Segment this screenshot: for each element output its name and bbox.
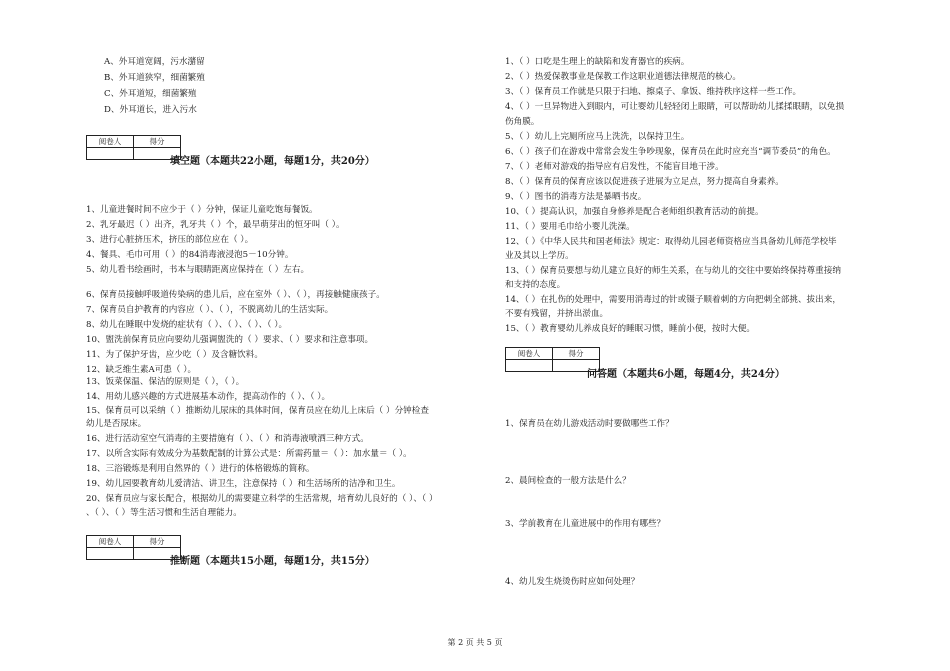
- judge-item: 2、（ ）热爱保教事业是保教工作这职业道德法律规范的核心。: [505, 72, 741, 82]
- fill-item: 18、三浴锻炼是利用自然界的（ ）进行的体格锻炼的简称。: [86, 464, 315, 474]
- option-a: A、外耳道宽阔，污水潴留: [104, 57, 205, 67]
- judge-item: 8、（ ）保育员的保育应该以促进孩子进展为立足点，努力提高自身素养。: [505, 177, 784, 187]
- fill-item: 19、幼儿园要教育幼儿爱清洁、讲卫生，注意保持（ ）和生活场所的洁净和卫生。: [86, 479, 401, 489]
- score-table-judge: [86, 535, 181, 560]
- option-b: B、外耳道狭窄，细菌繁殖: [104, 73, 205, 83]
- judge-item: 不要有残留，并挤出淤血。: [505, 309, 609, 319]
- fill-item: 6、保育员接触呼吸道传染病的患儿后，应在室外（ ）、（ ），再接触健康孩子。: [86, 290, 385, 300]
- fill-section-title: 填空题（本题共22小题，每题1分，共20分）: [170, 156, 375, 167]
- judge-item: 6、（ ）孩子们在游戏中常常会发生争吵现象，保育员在此时应充当“调节委员”的角色。: [505, 147, 836, 157]
- score-label: 得分: [134, 536, 181, 548]
- qa-item: 4、幼儿发生烧烫伤时应如何处理？: [505, 577, 640, 587]
- judge-item: 12、（ ）《中华人民共和国老师法》规定：取得幼儿园老师资格应当具备幼儿师范学校毕: [505, 237, 837, 247]
- fill-item: 20、保育员应与家长配合，根据幼儿的需要建立科学的生活常规，培育幼儿良好的（ ）、（ ）: [86, 494, 438, 504]
- fill-item: 幼儿是否尿床。: [86, 419, 147, 429]
- judge-item: 14、（ ）在扎伤的处理中，需要用消毒过的针或镊子顺着刺的方向把刺全部挑、拔出来，: [505, 295, 841, 305]
- qa-item: 3、学前教育在儿童进展中的作用有哪些？: [505, 519, 666, 529]
- option-d: D、外耳道长，进入污水: [104, 105, 197, 115]
- judge-item: 3、（ ）保育员工作就是只限于扫地、擦桌子、拿饭、维持秩序这样一些工作。: [505, 87, 802, 97]
- judge-item: 伤角膜。: [505, 117, 540, 127]
- fill-item: 13、饭菜保温、保洁的原则是（ ），（ ）。: [86, 377, 245, 387]
- score-label: 得分: [134, 136, 181, 148]
- qa-item: 1、保育员在幼儿游戏活动时要做哪些工作？: [505, 419, 674, 429]
- fill-item: 14、用幼儿感兴趣的方式进展基本动作，提高动作的（ ）、（ ）。: [86, 392, 331, 402]
- fill-item: 15、保育员可以采纳（ ）推断幼儿尿床的具体时间，保育员应在幼儿上床后（ ）分钟检查: [86, 406, 429, 416]
- grader-cell: [87, 548, 134, 560]
- option-c: C、外耳道短，细菌繁殖: [104, 89, 197, 99]
- fill-item: 5、幼儿看书绘画时，书本与眼睛距离应保持在（ ）左右。: [86, 265, 310, 275]
- judge-item: 15、（ ）教育婴幼儿养成良好的睡眠习惯，睡前小便，按时大便。: [505, 324, 755, 334]
- judge-item: 7、（ ）老师对游戏的指导应有启发性，不能盲目地干涉。: [505, 162, 724, 172]
- grader-label: 阅卷人: [87, 136, 134, 148]
- fill-item: 4、餐具、毛巾可用（ ）的84消毒液浸泡5－10分钟。: [86, 250, 294, 260]
- grader-label: 阅卷人: [506, 348, 553, 360]
- judge-item: 11、（ ）要用毛巾给小婴儿洗澡。: [505, 222, 635, 232]
- fill-item: 11、为了保护牙齿，应少吃（ ）及含糖饮料。: [86, 350, 263, 360]
- fill-item: 3、进行心脏挤压术，挤压的部位应在（ ）。: [86, 235, 254, 245]
- fill-item: 8、幼儿在睡眠中发烧的症状有（ ）、（ ）、（ ）、（ ）。: [86, 320, 288, 330]
- fill-item: 2、乳牙最迟（ ）出齐，乳牙共（ ）个，最早萌芽出的恒牙叫（ ）。: [86, 220, 345, 230]
- judge-item: 业及其以上学历。: [505, 251, 574, 261]
- fill-item: 12、缺乏维生素A可患（ ）。: [86, 365, 197, 375]
- score-label: 得分: [553, 348, 600, 360]
- judge-item: 4、（ ）一旦异物进入到眼内，可让婴幼儿轻轻闭上眼睛，可以帮助幼儿揉揉眼睛，以免损: [505, 102, 845, 112]
- grader-label: 阅卷人: [87, 536, 134, 548]
- grader-cell: [87, 148, 134, 160]
- fill-item: 16、进行活动室空气消毒的主要措施有（ ）、（ ）和消毒液喷洒三种方式。: [86, 434, 369, 444]
- judge-item: 13、（ ）保育员要想与幼儿建立良好的师生关系，在与幼儿的交往中要始终保持尊重接纳: [505, 266, 841, 276]
- fill-item: 17、以所含实际有效成分为基数配制的计算公式是：所需药量＝（ ）：加水量＝（ ）。: [86, 449, 412, 459]
- fill-item: 、（ ）、（ ）等生活习惯和生活自理能力。: [86, 508, 242, 518]
- score-table-qa: [505, 347, 600, 372]
- judge-item: 和支持的态度。: [505, 280, 566, 290]
- score-table-fill: [86, 135, 181, 160]
- qa-section-title: 问答题（本题共6小题，每题4分，共24分）: [587, 369, 785, 380]
- judge-item: 10、（ ）提高认识，加强自身修养是配合老师组织教育活动的前提。: [505, 207, 764, 217]
- judge-item: 9、（ ）图书的消毒方法是暴晒书皮。: [505, 192, 647, 202]
- grader-cell: [506, 360, 553, 372]
- qa-item: 2、晨间检查的一般方法是什么？: [505, 476, 631, 486]
- page-footer: 第 2 页 共 5 页: [447, 638, 503, 647]
- fill-item: 10、盥洗前保育员应向要幼儿强调盥洗的（ ）要求、（ ）要求和注意事项。: [86, 335, 374, 345]
- judge-item: 1、（ ）口吃是生理上的缺陷和发育器官的疾病。: [505, 57, 690, 67]
- fill-item: 7、保育员自护教育的内容应（ ）、（ ），不脱离幼儿的生活实际。: [86, 305, 334, 315]
- fill-item: 1、儿童进餐时间不应少于（ ）分钟，保证儿童吃饱每餐饭。: [86, 205, 318, 215]
- judge-section-title: 推断题（本题共15小题，每题1分，共15分）: [170, 556, 375, 567]
- judge-item: 5、（ ）幼儿上完厕所应马上洗洗，以保持卫生。: [505, 132, 690, 142]
